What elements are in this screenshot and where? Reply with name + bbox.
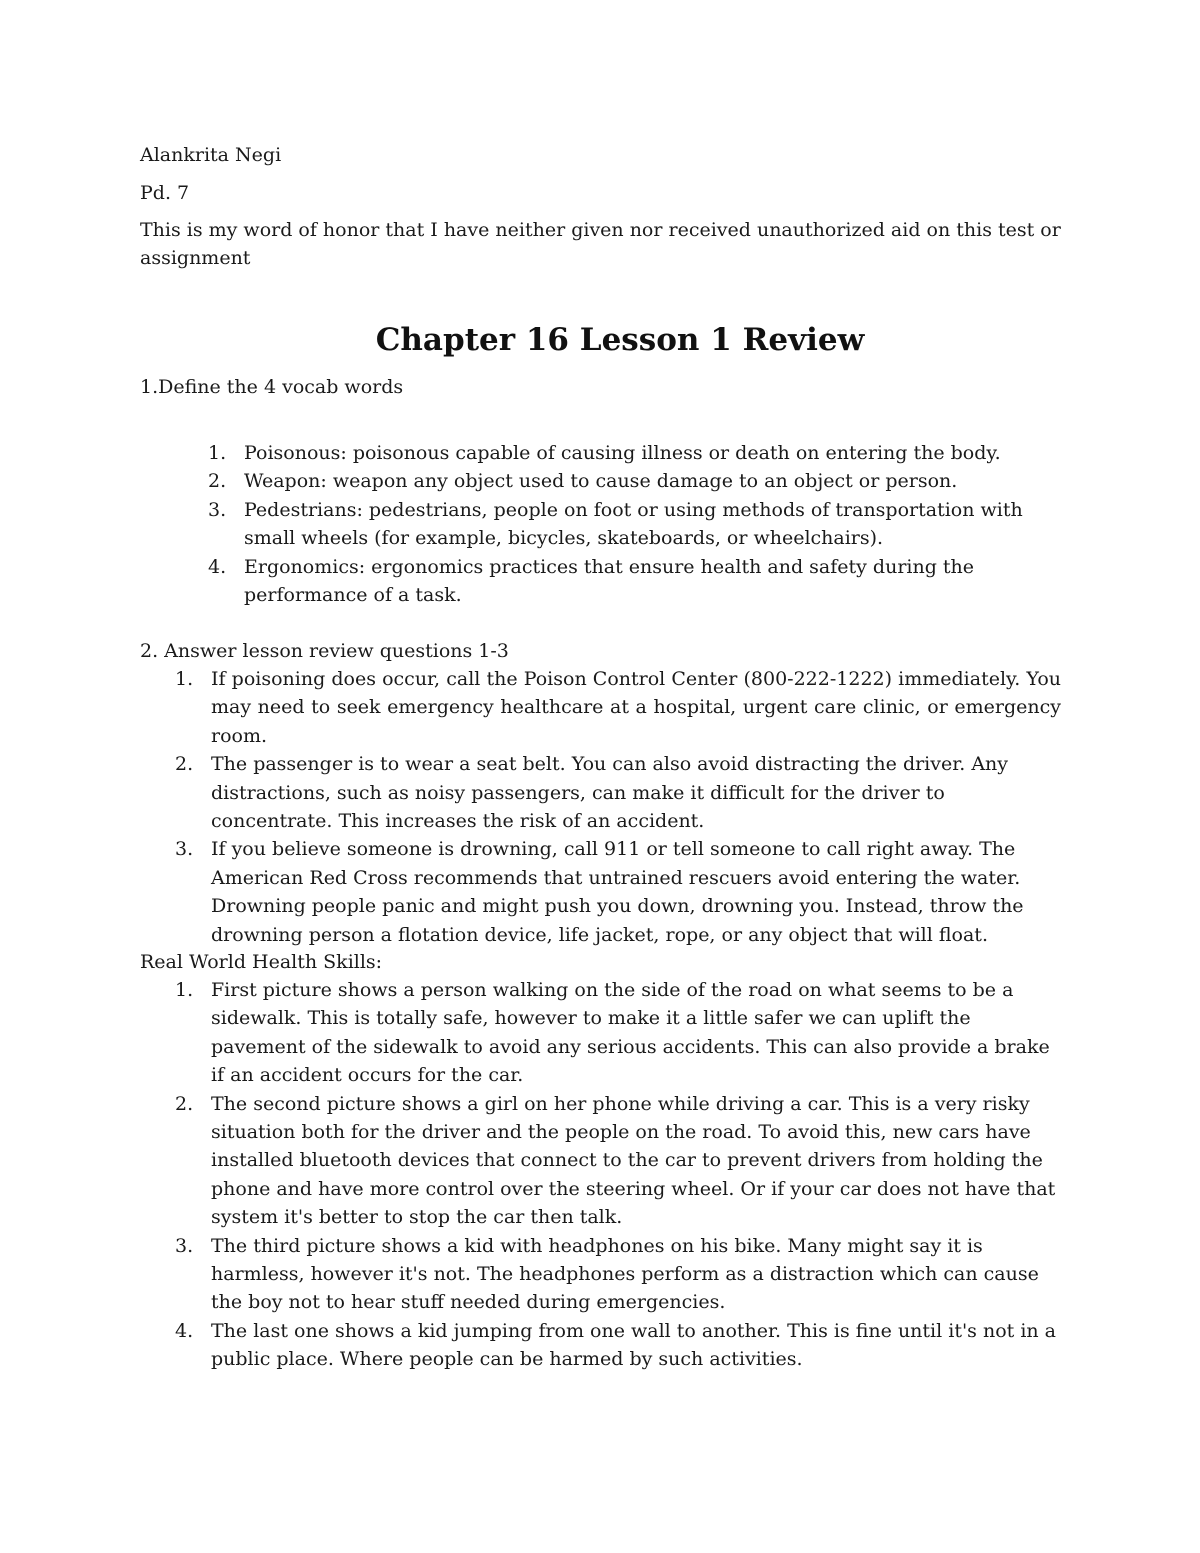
section-1-heading: 1.Define the 4 vocab words — [140, 376, 404, 398]
list-item-number: 3. — [208, 498, 227, 521]
list-item-text: Poisonous: poisonous capable of causing illness or death on entering the body. — [244, 442, 1001, 464]
list-item — [208, 553, 1064, 610]
review-answers-list — [175, 665, 1061, 949]
list-item-text: Ergonomics: ergonomics practices that ensure health and safety during the performance of a task. — [244, 555, 975, 607]
list-item-number: 3. — [175, 838, 194, 861]
list-item-number: 1. — [175, 979, 194, 1001]
list-item — [175, 1232, 1061, 1317]
honor-statement-line-1: This is my word of honor that I have neither given nor received unauthorized aid on this test or — [140, 219, 1061, 241]
list-item-text: First picture shows a person walking on the side of the road on what seems to be a sidewalk. This is totally safe, however to make it a little safer we can uplift the pavement of the sidewalk to avoid any serious accidents. This can also provide a brake if an accident occurs for the car. — [211, 979, 1050, 1087]
list-item — [175, 976, 1061, 1090]
list-item-text: Pedestrians: pedestrians, people on foot or using methods of transportation with small wheels (for example, bicycles, skateboards, or wheelchairs). — [244, 498, 1023, 550]
list-item-number: 2. — [175, 1092, 194, 1115]
student-name: Alankrita Negi — [140, 144, 282, 166]
list-item-text: Weapon: weapon any object used to cause damage to an object or person. — [244, 470, 958, 493]
list-item — [175, 1317, 1061, 1374]
list-item-text: The second picture shows a girl on her phone while driving a car. This is a very risky situation both for the driver and the people on the road. To avoid this, new cars have installed bluetooth devices that connect to the car to prevent drivers from holding the phone and have more control over the steering wheel. Or if your car does not have that system it's better to stop the car then talk. — [211, 1092, 1056, 1229]
list-item-number: 1. — [175, 668, 194, 690]
list-item-number: 4. — [208, 555, 227, 578]
list-item-text: The third picture shows a kid with headphones on his bike. Many might say it is harmless, however it's not. The headphones perform as a distraction which can cause the boy not to hear stuff needed during emergencies. — [211, 1234, 1039, 1314]
list-item-number: 2. — [208, 470, 227, 493]
section-3-heading: Real World Health Skills: — [140, 951, 383, 973]
list-item — [175, 750, 1061, 835]
list-item — [175, 835, 1061, 949]
list-item-number: 2. — [175, 753, 194, 776]
list-item-text: If poisoning does occur, call the Poison Control Center (800-222-1222) immediately. You may need to seek emergency healthcare at a hospital, urgent care clinic, or emergency room. — [211, 668, 1061, 747]
class-period: Pd. 7 — [140, 182, 190, 204]
list-item — [208, 439, 1064, 467]
list-item — [175, 665, 1061, 750]
page-title: Chapter 16 Lesson 1 Review — [375, 322, 865, 358]
section-2-heading: 2. Answer lesson review questions 1-3 — [140, 640, 509, 662]
list-item-text: The last one shows a kid jumping from one wall to another. This is fine until it's not in a public place. Where people can be harmed by such activities. — [211, 1319, 1056, 1371]
list-item-text: If you believe someone is drowning, call 911 or tell someone to call right away. The American Red Cross recommends that untrained rescuers avoid entering the water. Drowning people panic and might push you down, drowning you. Instead, throw the drowning person a flotation device, life jacket, rope, or any object that will float. — [211, 838, 1024, 946]
list-item-number: 1. — [208, 442, 227, 464]
list-item-number: 4. — [175, 1319, 194, 1342]
list-item — [175, 1090, 1061, 1232]
vocab-list — [208, 439, 1064, 609]
list-item-number: 3. — [175, 1234, 194, 1257]
list-item-text: The passenger is to wear a seat belt. You can also avoid distracting the driver. Any distractions, such as noisy passengers, can make it difficult for the driver to concentrate. This increases the risk of an accident. — [211, 753, 1009, 833]
honor-statement-line-2: assignment — [140, 247, 251, 269]
health-skills-list — [175, 976, 1061, 1374]
list-item — [208, 496, 1064, 553]
list-item — [208, 467, 1064, 495]
